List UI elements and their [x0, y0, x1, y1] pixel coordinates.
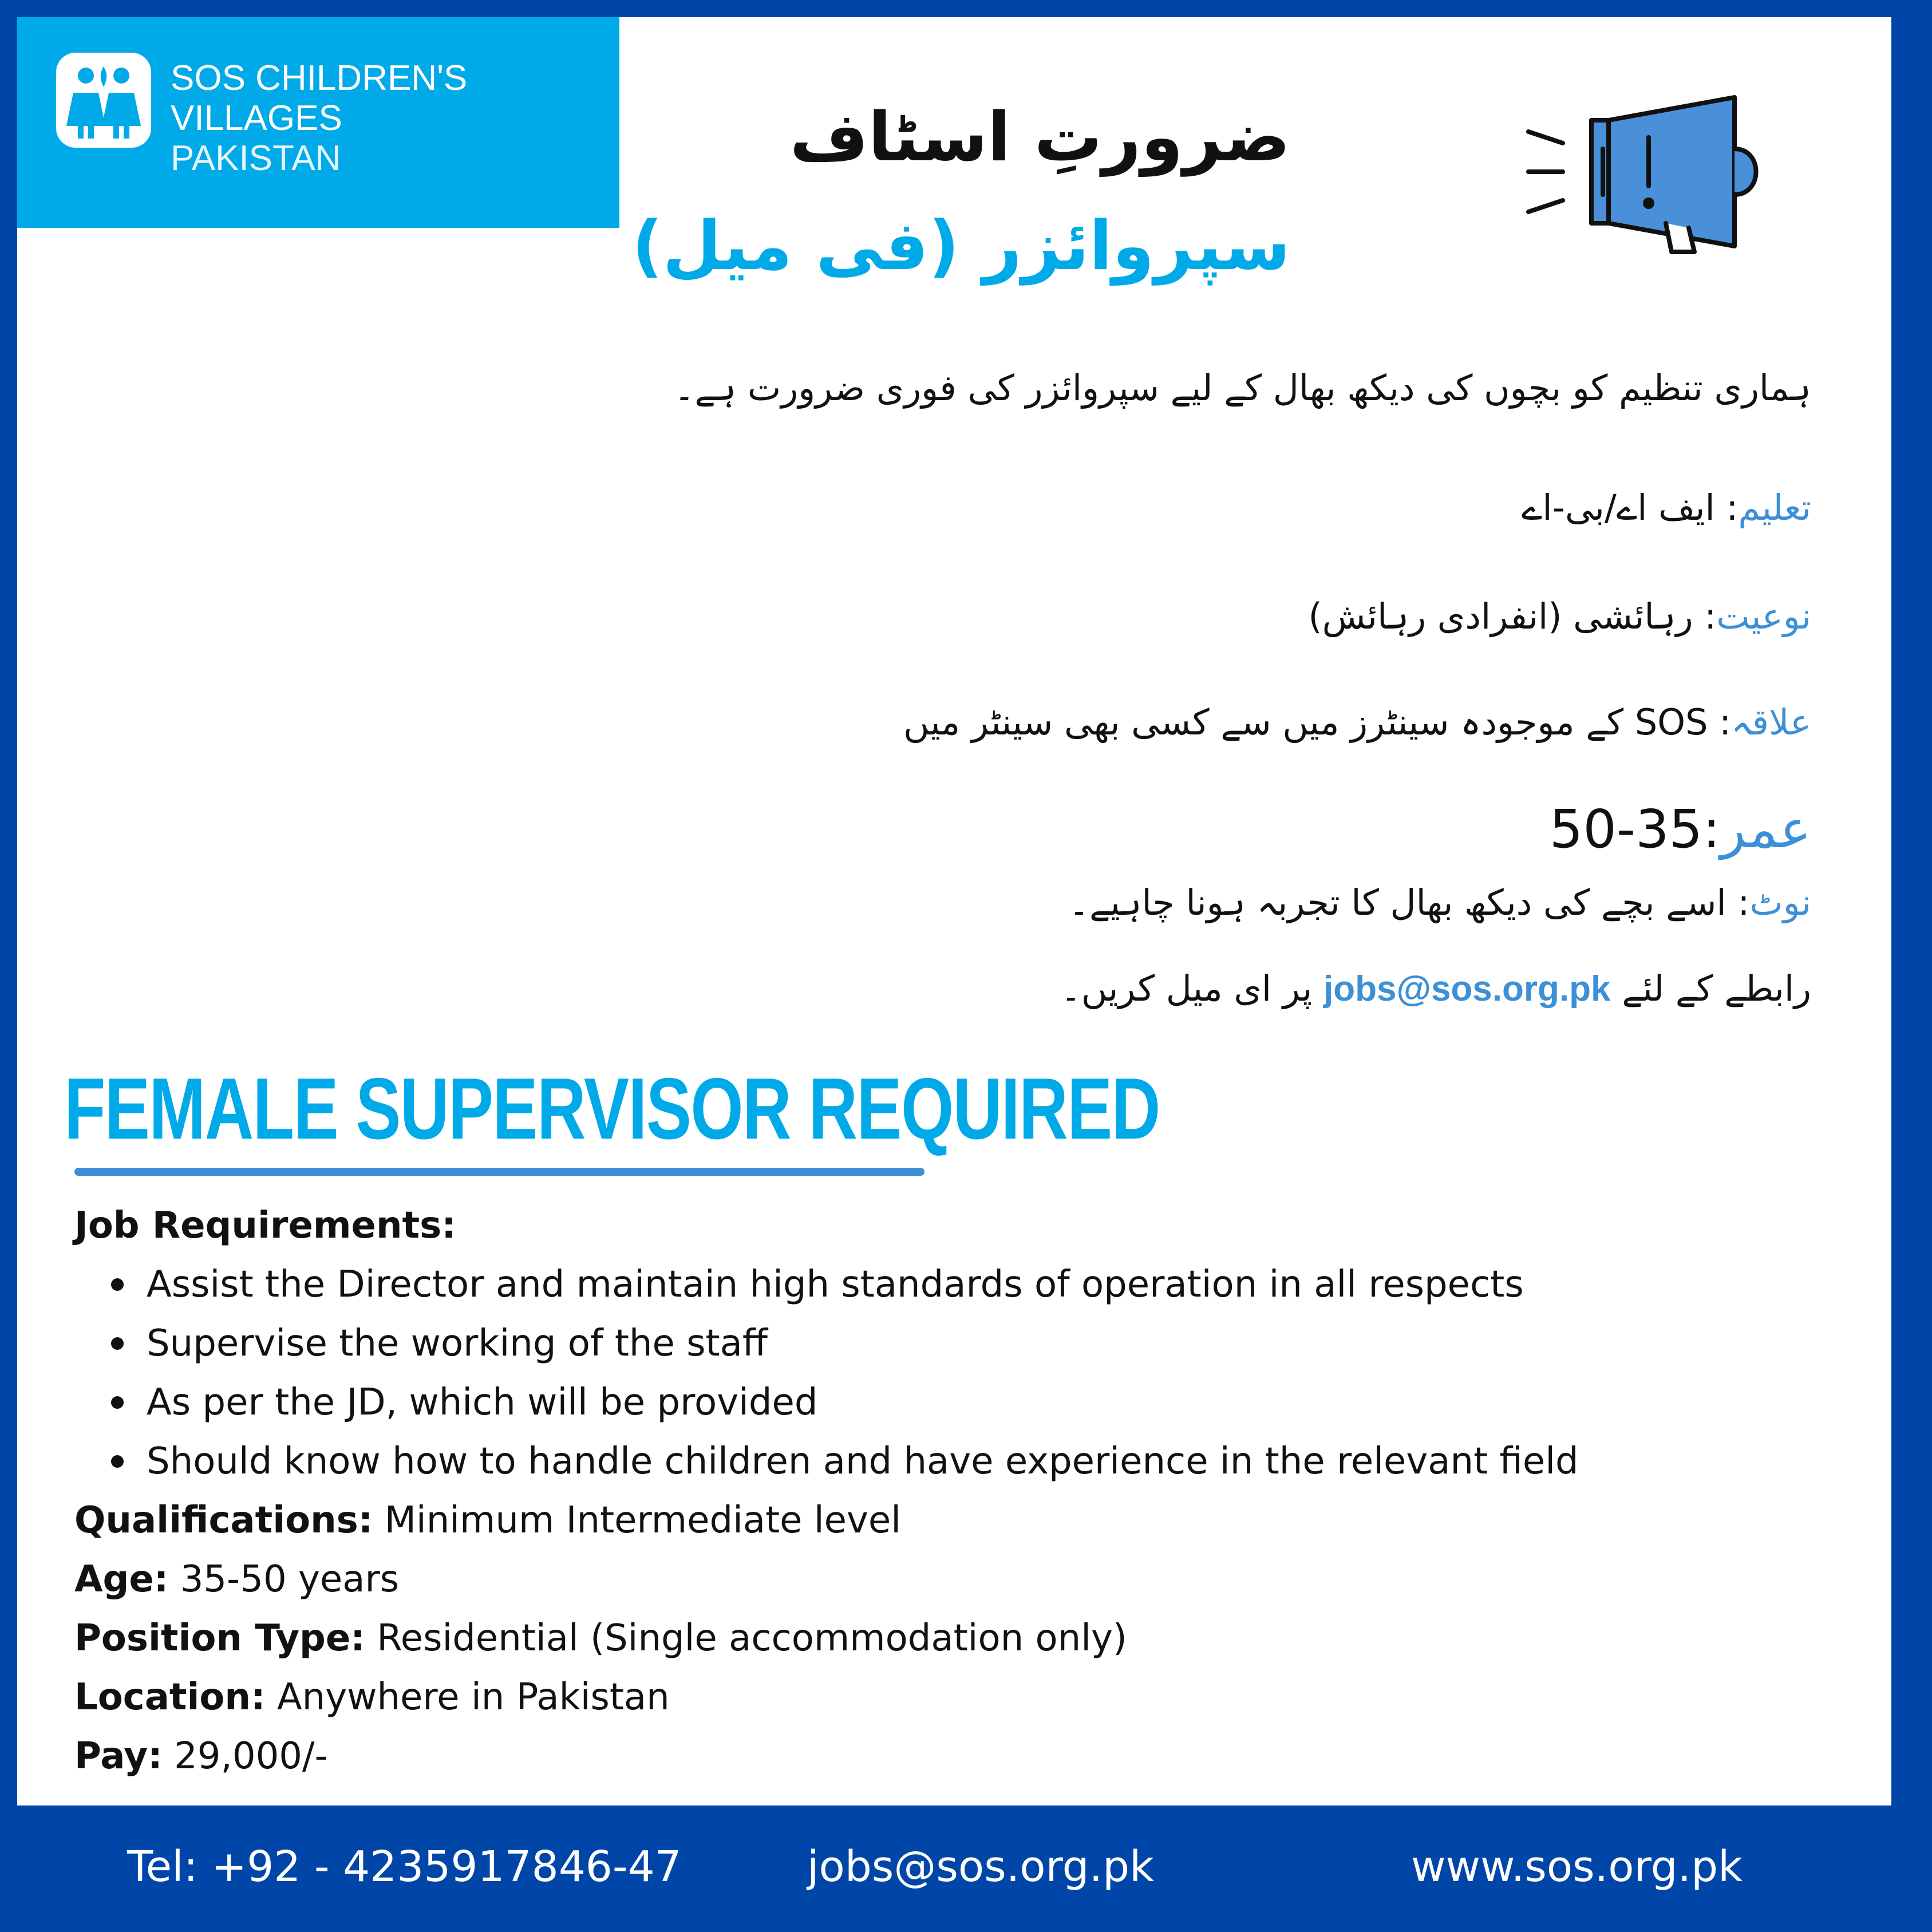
logo-line-2: VILLAGES	[171, 98, 342, 138]
urdu-note-value: : اسے بچے کی دیکھ بھال کا تجربہ ہونا چاہیے۔	[1068, 882, 1750, 923]
bullet-icon	[111, 1455, 124, 1468]
footer-phone[interactable]: Tel: +92 - 4235917846-47	[127, 1842, 682, 1891]
requirements-list	[74, 1255, 1579, 1491]
urdu-type-value: : رہائشی (انفرادی رہائش)	[1308, 595, 1717, 637]
urdu-note-row	[1069, 882, 1811, 923]
english-heading: FEMALE SUPERVISOR REQUIRED	[64, 1060, 1160, 1157]
urdu-area-value: : SOS کے موجودہ سینٹرز میں سے کسی بھی سینٹر میں	[903, 701, 1732, 743]
urdu-contact-row	[1061, 967, 1811, 1009]
age-label: Age:	[74, 1558, 169, 1601]
location-label: Location:	[74, 1676, 266, 1718]
list-item	[147, 1432, 1579, 1491]
urdu-intro: ہماری تنظیم کو بچوں کی دیکھ بھال کے لیے سپروائزر کی فوری ضرورت ہے۔	[674, 367, 1811, 409]
position-row	[74, 1609, 1579, 1668]
requirement-text: Should know how to handle children and have experience in the relevant field	[147, 1440, 1579, 1483]
pay-label: Pay:	[74, 1735, 163, 1777]
logo-banner	[17, 17, 619, 228]
urdu-age-value: :35-50	[1549, 799, 1721, 860]
urdu-age-row	[1550, 799, 1811, 860]
urdu-education-value: : ایف اے/بی-اے	[1522, 487, 1739, 528]
age-value: 35-50 years	[168, 1558, 400, 1601]
heading-divider	[74, 1168, 924, 1176]
position-value: Residential (Single accommodation only)	[365, 1617, 1127, 1660]
list-item	[147, 1373, 1579, 1432]
location-row	[74, 1668, 1579, 1727]
requirements-label: Job Requirements:	[74, 1204, 456, 1247]
footer-website[interactable]: www.sos.org.pk	[1411, 1842, 1743, 1891]
bullet-icon	[111, 1337, 124, 1350]
logo-line-1: SOS CHILDREN'S	[171, 58, 468, 98]
megaphone-icon	[1523, 86, 1769, 258]
bullet-icon	[111, 1278, 124, 1291]
qualifications-row	[74, 1491, 1579, 1550]
urdu-area-label: علاقہ	[1731, 701, 1811, 743]
requirement-text: As per the JD, which will be provided	[147, 1381, 818, 1424]
pay-row	[74, 1727, 1579, 1786]
urdu-contact-email[interactable]: jobs@sos.org.pk	[1323, 969, 1611, 1009]
urdu-contact-after: پر ای میل کریں۔	[1060, 967, 1313, 1009]
pay-value: 29,000/-	[162, 1735, 328, 1777]
requirement-text: Supervise the working of the staff	[147, 1322, 768, 1365]
urdu-area-row	[903, 701, 1811, 743]
age-row	[74, 1550, 1579, 1609]
urdu-contact-before: رابطے کے لئے	[1622, 967, 1811, 1009]
requirement-text: Assist the Director and maintain high standards of operation in all respects	[147, 1263, 1524, 1306]
urdu-education-label: تعلیم	[1738, 487, 1811, 528]
bullet-icon	[111, 1396, 124, 1409]
logo-line-3: PAKISTAN	[171, 139, 341, 178]
children-village-logo-icon	[56, 53, 151, 148]
job-ad-card	[17, 17, 1891, 1805]
urdu-education-row	[1522, 487, 1811, 528]
urdu-type-row	[1308, 595, 1811, 637]
footer-email[interactable]: jobs@sos.org.pk	[807, 1842, 1154, 1891]
location-value: Anywhere in Pakistan	[265, 1676, 670, 1718]
urdu-note-label: نوٹ	[1749, 882, 1811, 923]
position-label: Position Type:	[74, 1617, 365, 1660]
qualifications-label: Qualifications:	[74, 1499, 373, 1542]
urdu-subtitle: سپروائزر (فی میل)	[631, 206, 1290, 285]
urdu-type-label: نوعیت	[1716, 595, 1811, 637]
urdu-title: ضرورتِ اسٹاف	[789, 97, 1290, 176]
qualifications-value: Minimum Intermediate level	[373, 1499, 902, 1542]
urdu-age-label: عمر	[1720, 799, 1811, 860]
english-details	[74, 1196, 1579, 1786]
list-item	[147, 1314, 1579, 1373]
list-item	[147, 1255, 1579, 1314]
logo-text	[171, 58, 467, 179]
